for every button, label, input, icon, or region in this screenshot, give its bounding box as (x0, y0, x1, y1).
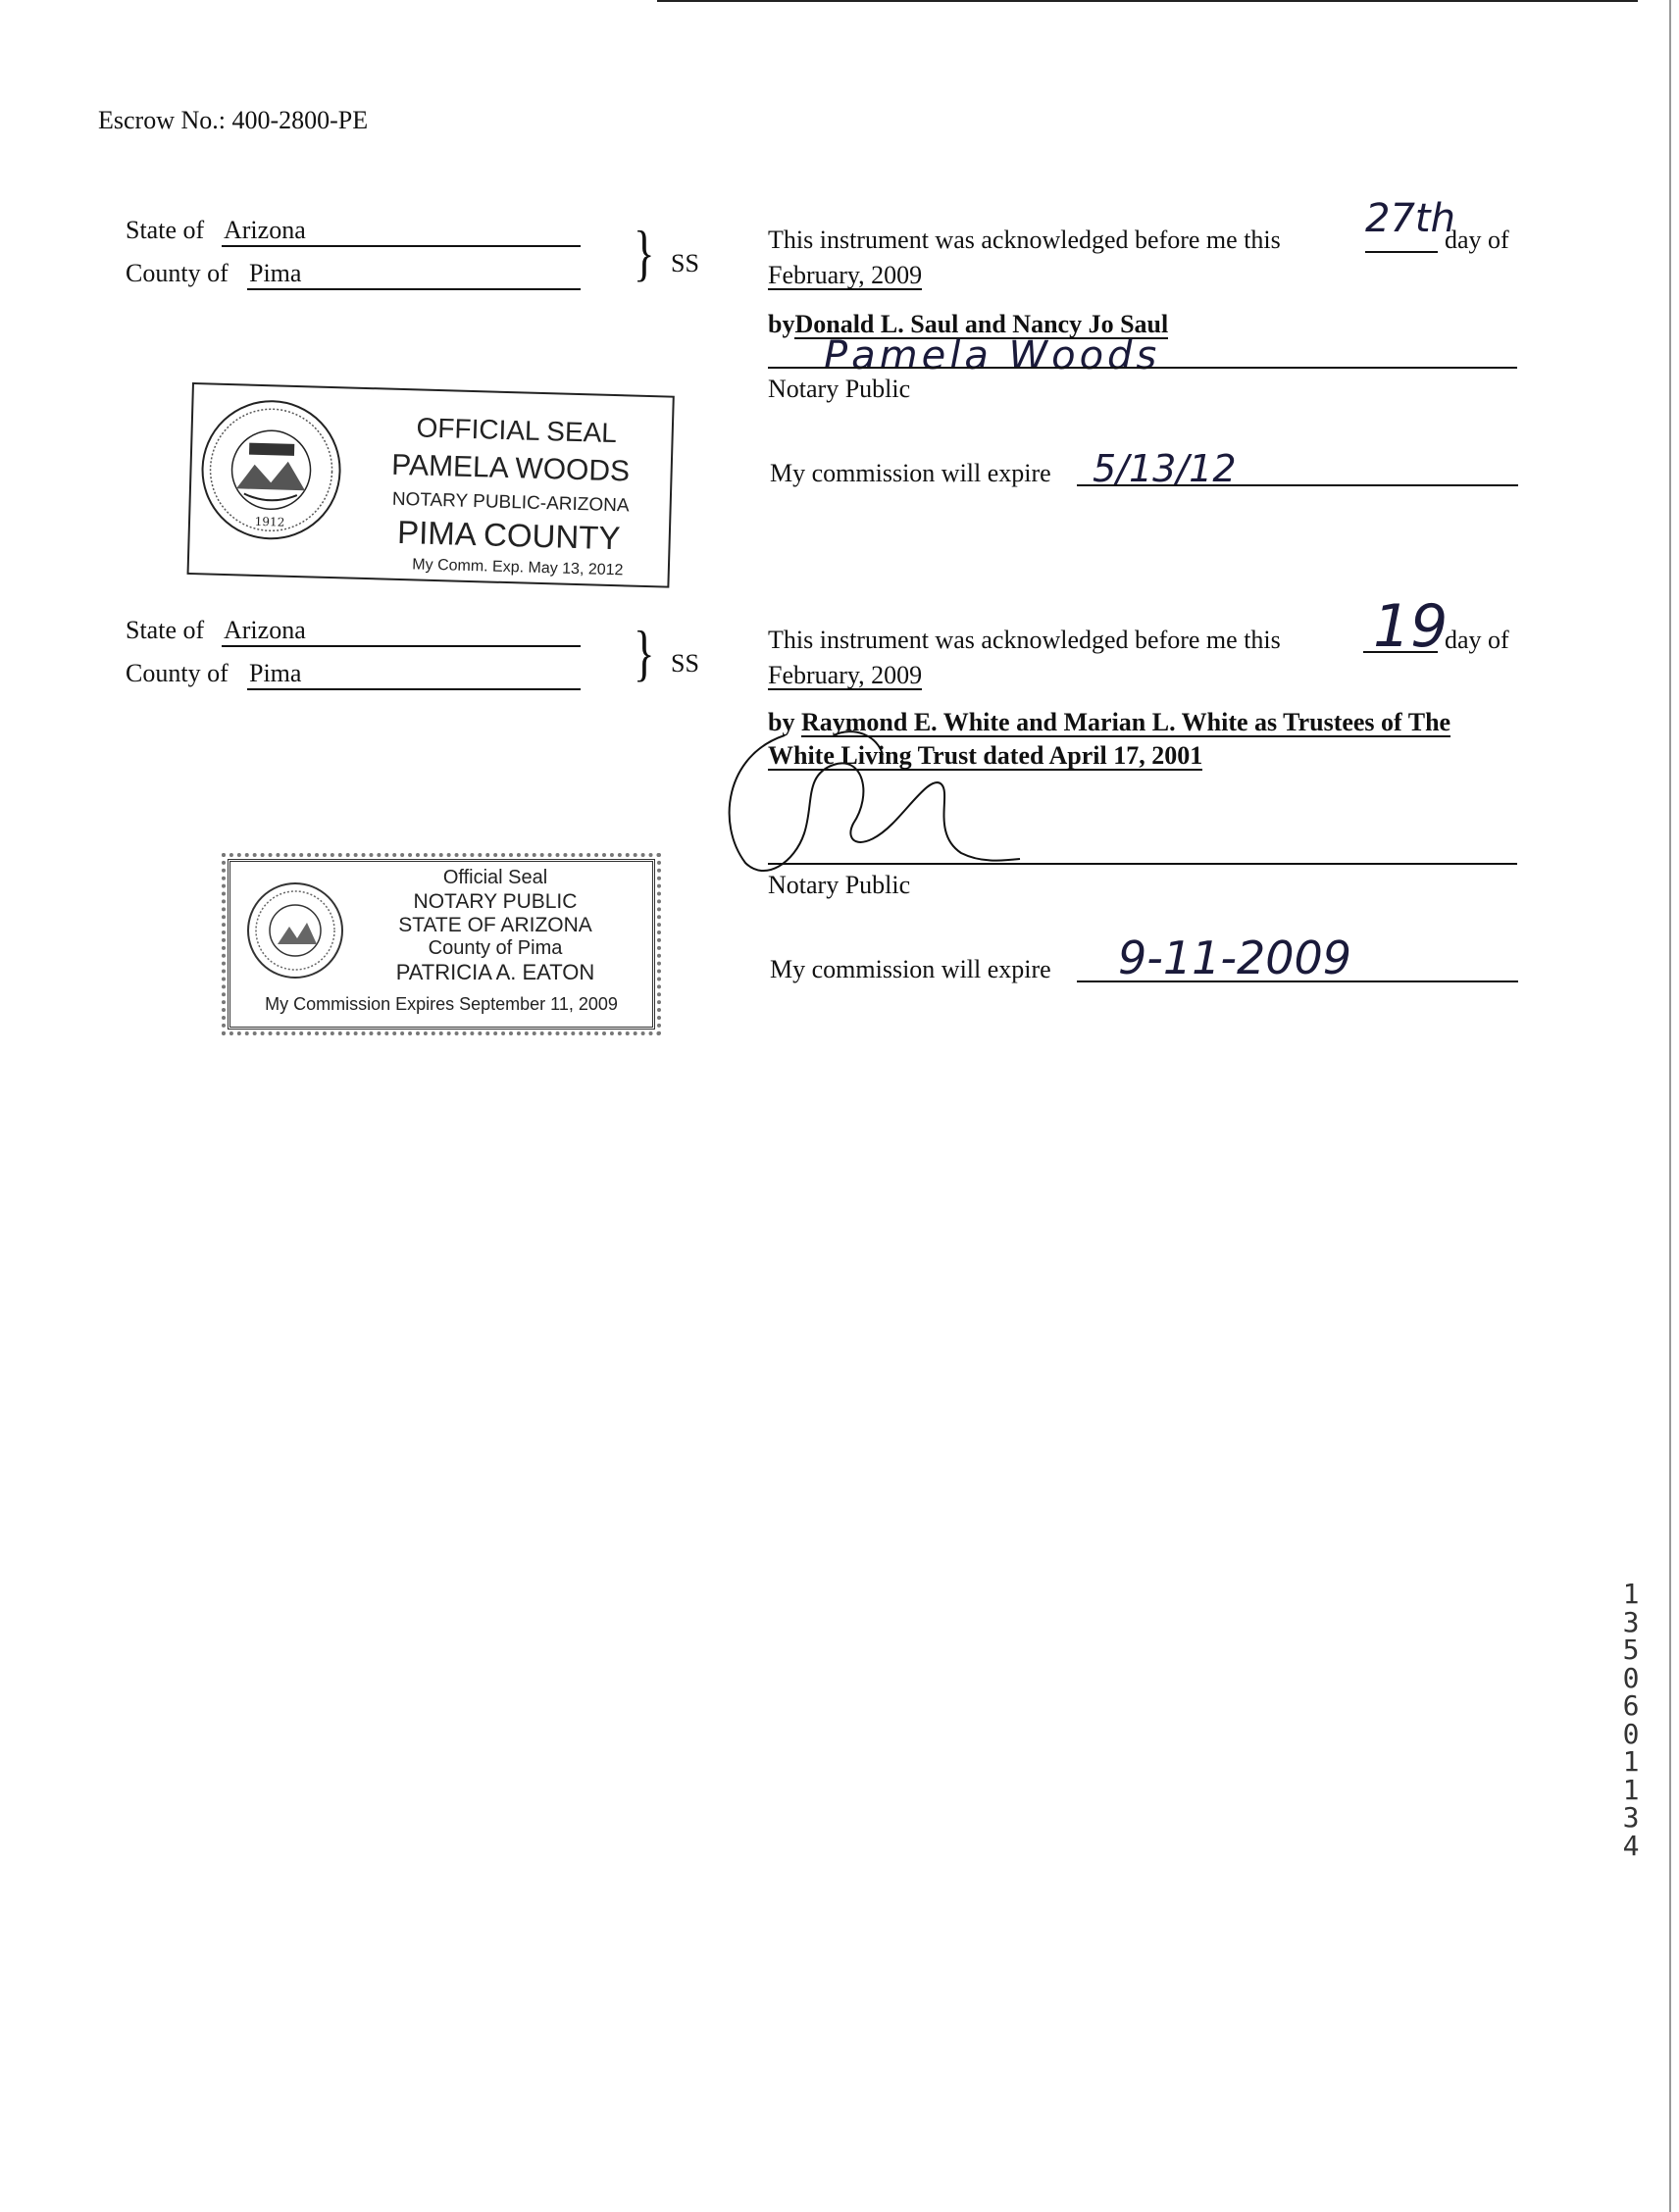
arizona-state-seal-icon (244, 880, 346, 981)
county-label-2: County of (126, 659, 229, 687)
seal1-line3: NOTARY PUBLIC-ARIZONA (391, 488, 630, 517)
escrow-line (98, 108, 368, 133)
ack-day-underline-2 (1363, 651, 1438, 653)
brace-1: } (634, 218, 655, 287)
state-value-2: Arizona (224, 616, 306, 644)
state-value-1: Arizona (224, 216, 306, 244)
ack-line-2 (768, 628, 1281, 653)
seal2-line3: STATE OF ARIZONA (398, 914, 592, 936)
commission-label-2: My commission will expire (770, 955, 1051, 983)
seal1-line5: My Comm. Exp. May 13, 2012 (412, 556, 624, 579)
ack-day-underline-1 (1365, 251, 1438, 253)
seal2-line4: County of Pima (428, 937, 563, 959)
seal1-line1: OFFICIAL SEAL (416, 412, 618, 449)
county-underline-1 (247, 288, 581, 290)
side-document-number: 13506 01134 (1622, 1578, 1640, 1862)
escrow-label: Escrow No.: (98, 106, 226, 134)
official-seal-patricia-eaton (228, 859, 655, 1030)
by-prefix-2: by (768, 708, 795, 736)
date-line-2 (768, 663, 922, 690)
commission-date-2: 9-11-2009 (1118, 931, 1352, 984)
commission-date-1: 5/13/12 (1093, 447, 1237, 490)
day-of-1: day of (1445, 226, 1509, 254)
county-underline-2 (247, 688, 581, 690)
seal1-line2: PAMELA WOODS (390, 448, 631, 488)
escrow-number: 400-2800-PE (231, 106, 369, 134)
state-label-1: State of (126, 216, 205, 244)
ack-text-1: This instrument was acknowledged before me this (768, 226, 1281, 254)
notary-public-label-1: Notary Public (768, 375, 911, 403)
seal2-line2: NOTARY PUBLIC (413, 890, 578, 913)
date-text-1: February, 2009 (768, 261, 923, 289)
seal2-line1: Official Seal (442, 867, 548, 888)
seal1-year: 1912 (254, 514, 285, 529)
state-underline-2 (222, 645, 581, 647)
date-text-2: February, 2009 (768, 661, 923, 689)
by-names-1: Donald L. Saul and Nancy Jo Saul (794, 310, 1169, 338)
county-label-1: County of (126, 259, 229, 287)
ack-day-handwritten-1: 27th (1365, 196, 1455, 241)
seal2-line6: My Commission Expires September 11, 2009 (265, 994, 618, 1014)
brace-2: } (634, 618, 655, 687)
ack-text-2: This instrument was acknowledged before me this (768, 626, 1281, 654)
commission-underline-2 (1077, 980, 1518, 982)
county-value-2: Pima (249, 659, 302, 687)
notary-public-label-2: Notary Public (768, 871, 911, 899)
top-border-line (657, 0, 1638, 2)
signature-line-1 (768, 367, 1517, 369)
notary-signature-scribble-2 (706, 716, 1079, 882)
ss-label-1: SS (671, 249, 699, 277)
by-names-2a: Raymond E. White and Marian L. White as Trustees of The (800, 708, 1451, 736)
state-label-2: State of (126, 616, 205, 644)
commission-underline-1 (1077, 484, 1518, 486)
by-prefix-1: by (768, 310, 795, 338)
right-border-line (1669, 0, 1671, 2212)
by-names-2b: White Living Trust dated April 17, 2001 (768, 741, 1203, 770)
signature-line-2 (768, 863, 1517, 865)
arizona-state-seal-icon (195, 394, 346, 545)
state-underline-1 (222, 245, 581, 247)
notary-signature-1: Pamela Woods (824, 333, 1161, 378)
commission-label-1: My commission will expire (770, 459, 1051, 487)
official-seal-pamela-woods (187, 382, 675, 588)
ack-day-handwritten-2: 19 (1373, 592, 1449, 661)
ss-label-2: SS (671, 649, 699, 678)
date-line-1 (768, 263, 922, 290)
county-value-1: Pima (249, 259, 302, 287)
seal2-line5: PATRICIA A. EATON (395, 960, 595, 984)
day-of-2: day of (1445, 626, 1509, 654)
seal1-line4: PIMA COUNTY (396, 513, 621, 557)
